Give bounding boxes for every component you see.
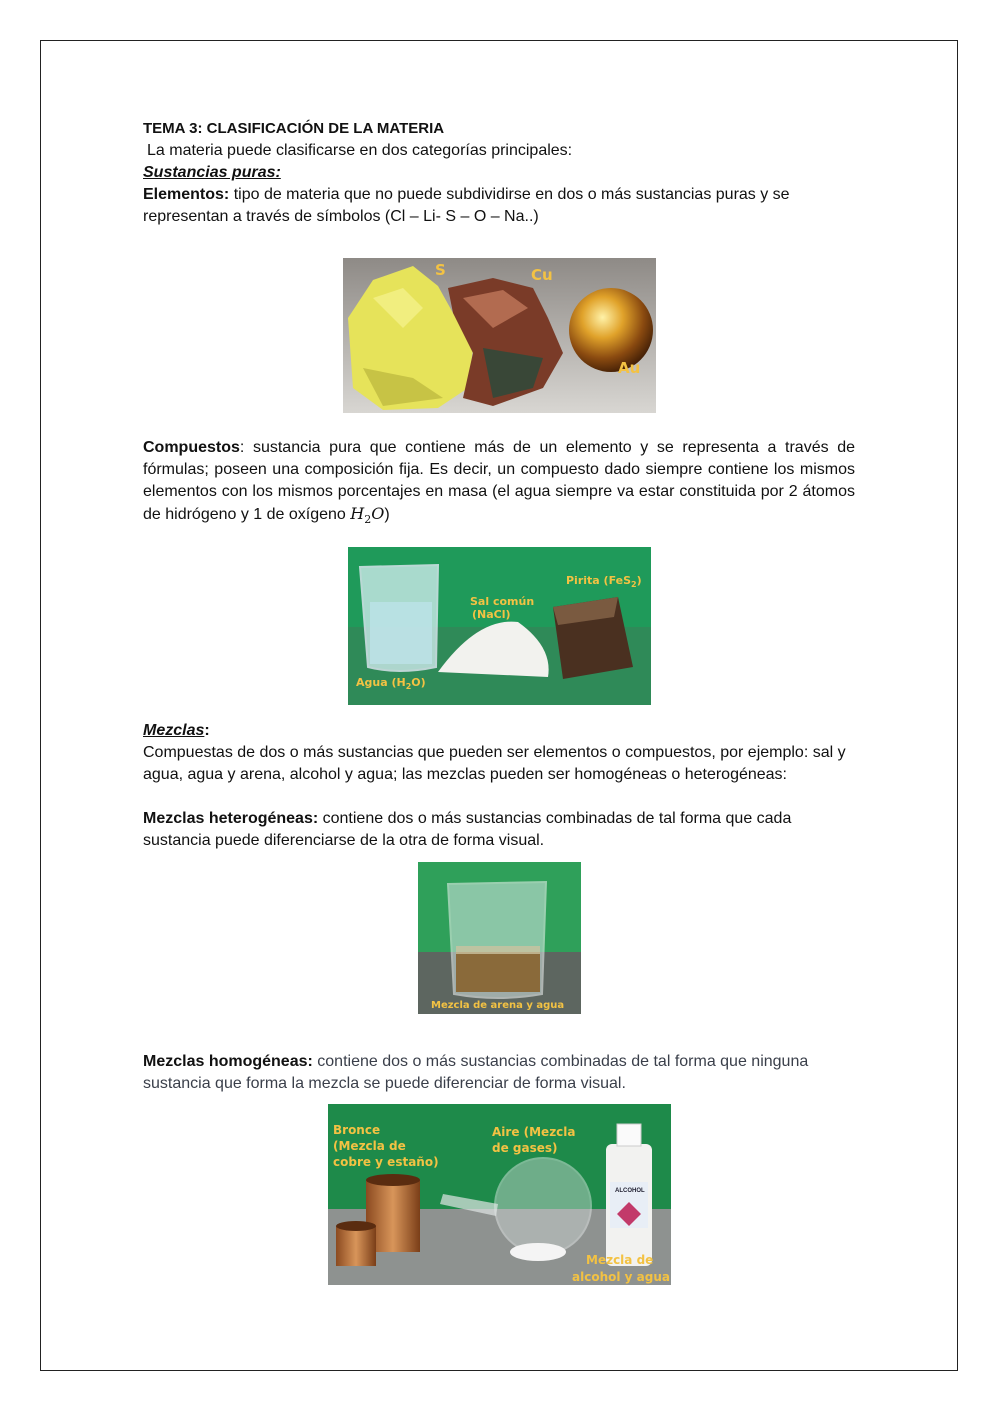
gold-sphere [569,288,653,372]
label-s: S [435,261,446,279]
page-title: TEMA 3: CLASIFICACIÓN DE LA MATERIA [143,120,445,137]
heterogeneous-caption: Mezcla de arena y agua [431,1000,565,1011]
air-flask [495,1158,591,1254]
compounds-label: Compuestos [143,439,240,456]
bronze-cylinder-small [336,1226,376,1266]
mixtures-heading-line: Mezclas: [143,722,210,740]
mixtures-heading: Mezclas [143,722,205,740]
svg-text:Aire (Mezcla: Aire (Mezcla [492,1125,576,1139]
svg-text:Mezcla de: Mezcla de [586,1253,654,1267]
svg-text:alcohol y agua: alcohol y agua [572,1270,670,1284]
compounds-image [348,547,651,705]
svg-text:(NaCl): (NaCl) [472,608,511,621]
svg-text:(Mezcla de: (Mezcla de [333,1139,406,1153]
svg-text:Agua (H2O): Agua $(H_2O)$ [356,676,426,691]
compounds-text: : sustancia pura que contiene más de un elemento y se representa a través de fórmulas; poseen una composición fija. Es decir, un compuesto dado siempre contiene los mismos elementos con los mismos porcentajes en masa (el agua siempre va estar constituida por 2 átomos de hidrógeno y 1 de oxígeno [143,439,855,523]
sand-layer [456,952,540,992]
pure-substances-heading: Sustancias puras: [143,164,281,181]
intro-text: La materia puede clasificarse en dos categorías principales: [147,142,573,159]
svg-text:cobre y estaño): cobre y estaño) [333,1155,439,1169]
elements-paragraph [143,184,855,228]
compounds-paragraph: Compuestos: sustancia pura que contiene más de un elemento y se representa a través de fórmulas; poseen una composición fija. Es decir, un compuesto dado siempre contiene los mismos elementos con los mismos porcentajes en masa (el agua siempre va estar constituida por 2 átomos de hidrógeno y 1 de oxígeno $H_2O$) [143,439,855,527]
svg-text:ALCOHOL: ALCOHOL [615,1188,645,1194]
heterogeneous-paragraph [143,808,855,852]
mixtures-text: Compuestas de dos o más sustancias que pueden ser elementos o compuestos, por ejemplo: sal y agua, agua y arena, alcohol y agua; las mezclas pueden ser homogéneas o heterogéneas: [143,744,846,784]
svg-text:Pirita (FeS2): Pirita (FeS$_2$) [566,574,642,589]
homogeneous-image [328,1104,671,1285]
svg-text:Sal común: Sal común [470,595,535,608]
heterogeneous-text: contiene dos o más sustancias combinadas de tal forma que cada sustancia puede diferenciarse de la otra de forma visual. [143,810,792,850]
label-cu: Cu [531,266,553,284]
heterogeneous-image [418,862,581,1014]
svg-text:de gases): de gases) [492,1141,558,1155]
water-formula: $H_2O$ [350,504,385,527]
homogeneous-paragraph [143,1051,855,1095]
elements-text: tipo de materia que no puede subdividirse en dos o más sustancias puras y se representan a través de símbolos (Cl – Li- S – O – Na..) [143,186,790,225]
label-au: Au [618,359,641,377]
svg-text:Bronce: Bronce [333,1123,381,1137]
homogeneous-text: contiene dos o más sustancias combinadas de tal forma que ninguna sustancia que forma la mezcla se puede diferenciar de forma visual. [143,1053,809,1093]
elements-image [343,258,656,413]
elements-label: Elementos: [143,186,230,203]
homogeneous-label: Mezclas homogéneas: [143,1053,313,1071]
heterogeneous-label: Mezclas heterogéneas: [143,810,319,828]
